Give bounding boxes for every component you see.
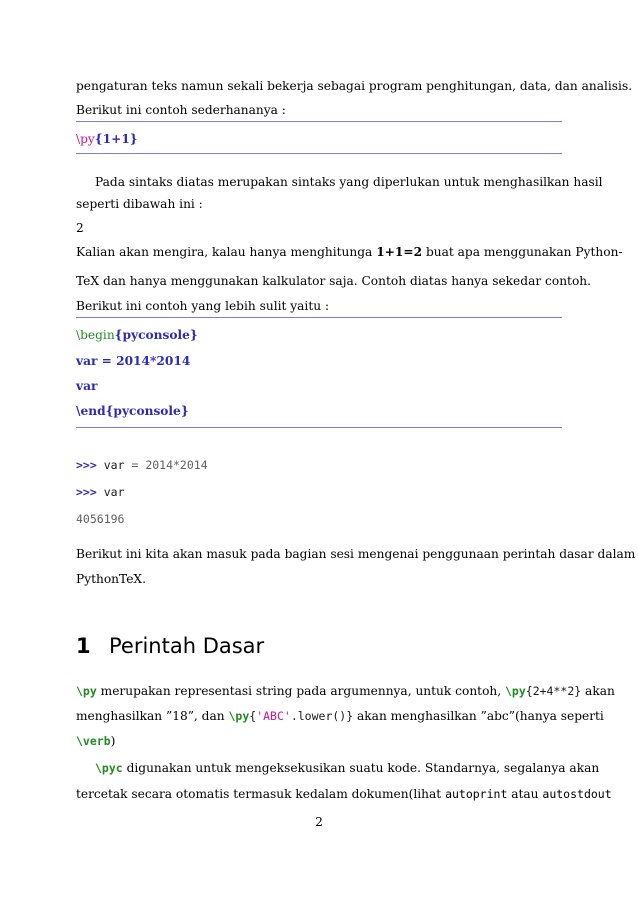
para4-text2: akan: [585, 684, 615, 698]
code-block-1: [76, 131, 562, 147]
para5-text3: atau: [511, 787, 539, 801]
para2-line5: Berikut ini contoh yang lebih sulit yaitu :: [76, 299, 330, 313]
autostdout-option: autostdout: [542, 787, 612, 801]
para2-line3-post: buat apa menggunakan Python-: [422, 245, 623, 259]
bold-expression: 1+1=2: [376, 245, 423, 259]
section-number: 1: [76, 634, 91, 658]
section-title: Perintah Dasar: [109, 634, 265, 658]
para5-text2: tercetak secara otomatis termasuk kedalam dokumen(lihat: [76, 787, 442, 801]
code-block2-line2: var = 2014*2014: [76, 354, 191, 368]
para2-line3: [76, 244, 623, 260]
para1-line2: Berikut ini contoh sederhananya :: [76, 103, 286, 117]
para4-text3: menghasilkan ”18”, dan: [76, 709, 225, 723]
para4-text1: merupakan representasi string pada argumennya, untuk contoh,: [100, 684, 502, 698]
py-example1-cmd: \py: [505, 684, 526, 698]
console-value: 2014*2014: [145, 458, 208, 472]
para5-text1: digunakan untuk mengeksekusikan suatu kode. Standarnya, segalanya akan: [126, 761, 600, 775]
section-heading: [76, 632, 264, 660]
para4-line1: [76, 683, 615, 699]
code-block-bottom-rule: [76, 153, 562, 154]
console-prompt: >>>: [76, 458, 97, 472]
py-example2-close: }: [346, 709, 354, 723]
code-block2-line3: var: [76, 379, 98, 393]
begin-argument: {pyconsole}: [114, 328, 198, 342]
console-var: var: [103, 485, 125, 499]
console-line2: [76, 484, 562, 500]
py-example2-cmd: \py: [228, 709, 250, 723]
code-block-top-rule: [76, 121, 562, 122]
para2-line2: seperti dibawah ini :: [76, 197, 203, 211]
py-command: \py: [76, 684, 97, 698]
result-value: 2: [76, 221, 84, 235]
para2-line3-pre: Kalian akan mengira, kalau hanya menghitunga: [76, 245, 377, 259]
py-argument: {1+1}: [94, 132, 138, 146]
py-example1: [505, 684, 581, 698]
para4-text5: ): [110, 734, 116, 748]
para5-line2: [76, 786, 612, 802]
console-prompt: >>>: [76, 485, 97, 499]
para2-line4: TeX dan hanya menggunakan kalkulator saja. Contoh diatas hanya sekedar contoh.: [76, 274, 592, 288]
para3-line2: PythonTeX.: [76, 572, 146, 586]
console-var: var: [103, 458, 125, 472]
pyc-command: \pyc: [95, 761, 123, 775]
py-example2-string: 'ABC': [256, 709, 291, 723]
para4-text4: akan menghasilkan ”abc”(hanya seperti: [357, 709, 604, 723]
para2-line1: Pada sintaks diatas merupakan sintaks yang diperlukan untuk menghasilkan hasil: [95, 175, 603, 189]
py-example1-arg: {2+4**2}: [525, 684, 582, 698]
para5-line1: [95, 760, 600, 776]
console-output: 4056196: [76, 512, 125, 526]
py-example2: [228, 709, 353, 723]
code-block2-line1: [76, 327, 562, 343]
py-command: \py: [76, 132, 95, 146]
code-block2-top-rule: [76, 317, 562, 318]
console-eq: =: [131, 458, 139, 472]
para4-line2: [76, 708, 604, 724]
code-block2-line4: \end{pyconsole}: [76, 404, 189, 418]
para1-line1: pengaturan teks namun sekali bekerja sebagai program penghitungan, data, dan analisis.: [76, 79, 633, 93]
begin-command: \begin: [76, 328, 115, 342]
para4-line3: [76, 733, 562, 749]
page-number: 2: [315, 815, 323, 829]
para3-line1: Berikut ini kita akan masuk pada bagian sesi mengenai penggunaan perintah dasar dalam: [76, 547, 636, 561]
autoprint-option: autoprint: [445, 787, 508, 801]
console-line1: [76, 457, 562, 473]
py-example2-method: .lower(): [290, 709, 347, 723]
py-example2-open: {: [249, 709, 257, 723]
verb-command: \verb: [76, 734, 111, 748]
code-block2-bottom-rule: [76, 427, 562, 428]
